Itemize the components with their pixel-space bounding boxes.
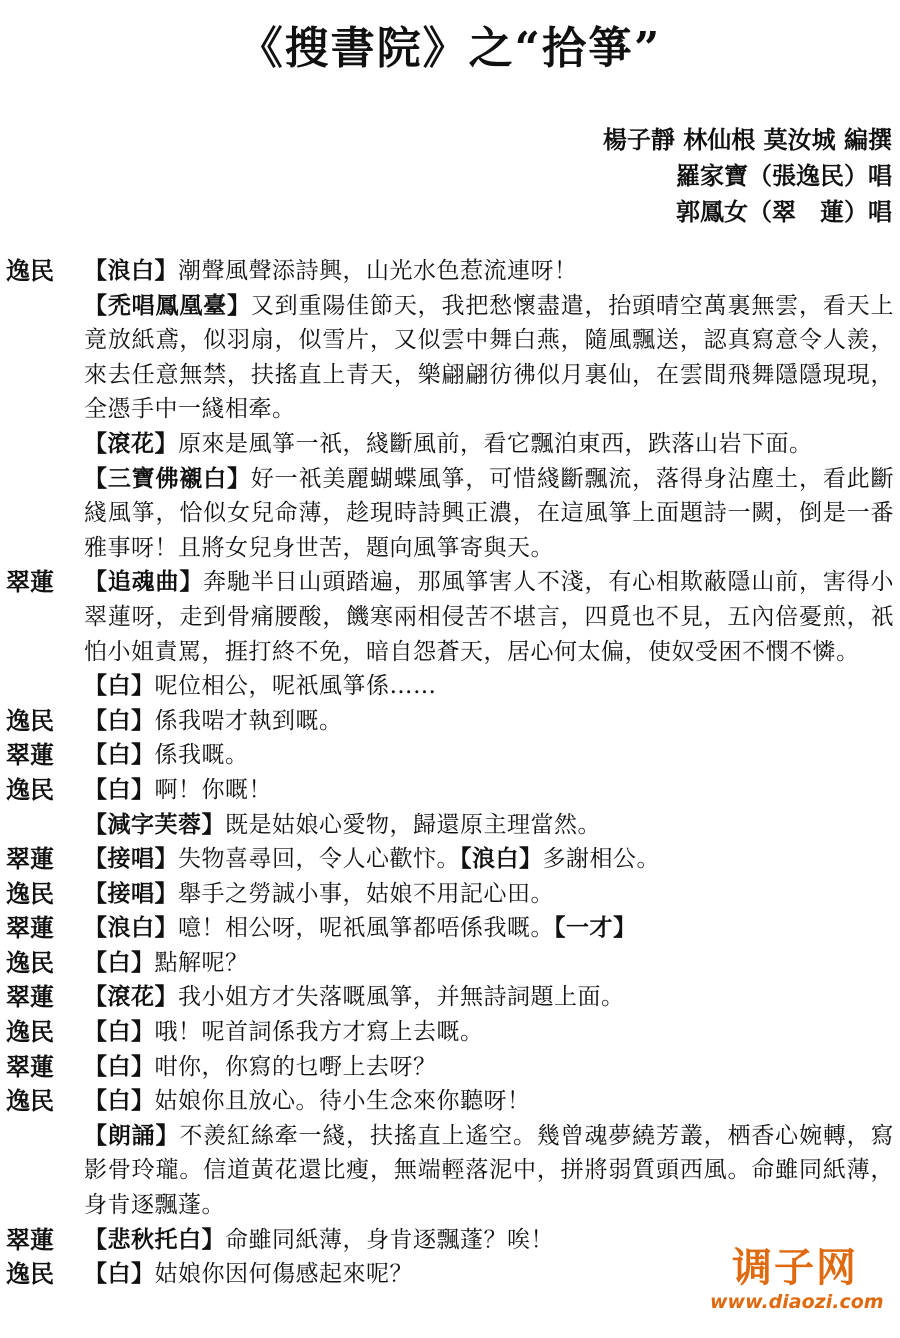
lyric-text: 既是姑娘心愛物，歸還原主理當然。 xyxy=(225,811,601,838)
lyric-text: 姑娘你因何傷感起來呢？ xyxy=(154,1261,413,1288)
script-line xyxy=(6,946,894,981)
tune-tag: 【白】 xyxy=(84,672,155,700)
speaker-name: 逸民 xyxy=(6,1259,54,1289)
line-content xyxy=(84,1015,894,1050)
tune-tag: 【減字芙蓉】 xyxy=(84,810,225,838)
site-watermark-logo xyxy=(710,1245,884,1324)
script-body xyxy=(6,254,894,1292)
speaker-name: 翠蓮 xyxy=(6,1224,54,1254)
line-content xyxy=(84,842,894,877)
tune-tag: 【浪白】 xyxy=(460,845,543,873)
line-content xyxy=(84,946,894,981)
tune-tag: 【浪白】 xyxy=(84,914,178,942)
speaker-name: 逸民 xyxy=(6,947,54,977)
tune-tag: 【白】 xyxy=(84,706,155,734)
line-content xyxy=(84,704,894,739)
script-line xyxy=(6,877,894,912)
lyric-text: 命雖同紙薄，身肯逐飄蓬？唉！ xyxy=(225,1226,554,1253)
line-content xyxy=(84,1119,894,1223)
script-line xyxy=(6,980,894,1015)
tune-tag: 【禿唱鳳凰臺】 xyxy=(84,291,251,319)
script-line xyxy=(6,669,894,704)
speaker-name: 逸民 xyxy=(6,256,54,285)
tune-tag: 【浪白】 xyxy=(84,257,178,284)
script-line xyxy=(6,565,894,669)
lyric-text: 哦！呢首詞係我方才寫上去嘅。 xyxy=(154,1019,484,1046)
tune-tag: 【滾花】 xyxy=(84,983,178,1011)
line-content xyxy=(84,289,894,427)
script-line xyxy=(6,1119,894,1223)
credits-block xyxy=(603,122,892,230)
speaker-name: 翠蓮 xyxy=(6,740,54,770)
lyric-text: 舉手之勞誠小事，姑娘不用記心田。 xyxy=(178,880,554,907)
tune-tag: 【白】 xyxy=(84,1087,155,1115)
lyric-text: 不羨紅絲牽一綫，扶搖直上遙空。幾曾魂夢繞芳叢，栖香心婉轉，寫影骨玲瓏。信道黃花還比瘦，無端輕落泥中，拼將弱質頭西風。命雖同紙薄，身肯逐飄蓬。 xyxy=(84,1122,895,1219)
tune-tag: 【一才】 xyxy=(554,914,637,942)
tune-tag: 【滾花】 xyxy=(84,429,178,457)
lyric-text: 姑娘你且放心。待小生念來你聽呀！ xyxy=(154,1088,531,1115)
line-content xyxy=(84,1050,894,1085)
credit-line-authors: 楊子靜 林仙根 莫汝城 編撰 xyxy=(602,125,892,154)
speaker-name: 翠蓮 xyxy=(6,982,54,1012)
script-line xyxy=(6,289,894,427)
line-content xyxy=(84,427,894,462)
lyric-text: 多謝相公。 xyxy=(542,846,660,873)
speaker-name: 翠蓮 xyxy=(6,844,54,874)
speaker-name: 逸民 xyxy=(6,774,54,804)
line-content xyxy=(84,980,894,1015)
script-line xyxy=(6,462,894,566)
speaker-name: 逸民 xyxy=(6,878,54,908)
tune-tag: 【白】 xyxy=(84,741,155,769)
script-line xyxy=(6,1050,894,1085)
tune-tag: 【白】 xyxy=(84,1018,155,1046)
script-line xyxy=(6,1084,894,1119)
script-line xyxy=(6,808,894,843)
tune-tag: 【朗誦】 xyxy=(84,1121,180,1149)
script-line xyxy=(6,911,894,946)
speaker-name: 逸民 xyxy=(6,1017,54,1047)
speaker-name: 翠蓮 xyxy=(6,567,54,597)
lyric-text: 原來是風箏一祇，綫斷風前，看它飄泊東西，跌落山岩下面。 xyxy=(178,430,813,457)
line-content xyxy=(84,669,894,704)
lyric-text: 奔馳半日山頭踏遍，那風箏害人不淺，有心相欺蔽隱山前，害得小翠蓮呀，走到骨痛腰酸，饑寒兩相侵苦不堪言，四覓也不見，五內倍憂煎，祇怕小姐責罵，捱打終不免，暗自怨蒼天，居心何太偏，使奴受困不憫不憐。 xyxy=(84,569,895,665)
line-content xyxy=(84,911,894,946)
tune-tag: 【接唱】 xyxy=(84,879,178,907)
lyric-text: 啊！你嘅！ xyxy=(154,776,272,803)
lyric-text: 失物喜尋回，令人心歡忭。 xyxy=(178,846,460,873)
page-title: 《搜書院》之“拾箏” xyxy=(238,23,662,74)
line-content xyxy=(84,1084,894,1119)
script-line xyxy=(6,427,894,462)
tune-tag: 【白】 xyxy=(84,1052,155,1080)
lyric-text: 點解呢？ xyxy=(154,949,249,976)
tune-tag: 【白】 xyxy=(84,1260,155,1288)
line-content xyxy=(84,738,894,773)
tune-tag: 【悲秋托白】 xyxy=(84,1225,225,1253)
lyric-text: 係我啱才執到嘅。 xyxy=(154,707,343,734)
script-line xyxy=(6,738,894,773)
lyric-text: 我小姐方才失落嘅風箏，并無詩詞題上面。 xyxy=(178,984,625,1011)
lyric-text: 又到重陽佳節天，我把愁懷盡遣，抬頭晴空萬裏無雲，看天上竟放紙鳶，似羽扇，似雪片，又似雲中舞白燕，隨風飄送，認真寫意令人羨，來去任意無禁，扶搖直上青天，樂翩翩彷彿似月裏仙，在雲間飛舞隱隱現現，全憑手中一綫相牽。 xyxy=(84,292,895,423)
credit-line-singer-2: 郭鳳女（翠 蓮）唱 xyxy=(676,197,892,226)
speaker-name: 逸民 xyxy=(6,1086,54,1116)
script-line xyxy=(6,773,894,808)
tune-tag: 【追魂曲】 xyxy=(84,568,204,596)
tune-tag: 【接唱】 xyxy=(84,845,178,873)
lyric-text: 潮聲風聲添詩興，山光水色惹流連呀！ xyxy=(178,258,578,284)
script-line xyxy=(6,1015,894,1050)
line-content xyxy=(84,877,894,912)
speaker-name: 翠蓮 xyxy=(6,913,54,943)
tune-tag: 【白】 xyxy=(84,948,155,976)
line-content xyxy=(84,808,894,843)
line-content xyxy=(84,773,894,808)
script-line xyxy=(6,254,894,289)
tune-tag: 【三寶佛襯白】 xyxy=(84,464,251,492)
lyric-text: 好一祇美麗蝴蝶風箏，可惜綫斷飄流，落得身沾塵土，看此斷綫風箏，恰似女兒命薄，趁現時詩興正濃，在這風箏上面題詩一闕，倒是一番雅事呀！且將女兒身世苦，題向風箏寄與天。 xyxy=(84,465,895,561)
lyric-text: 係我嘅。 xyxy=(154,742,249,769)
speaker-name: 翠蓮 xyxy=(6,1051,54,1081)
speaker-name: 逸民 xyxy=(6,705,54,735)
watermark-brand: 调子网 xyxy=(732,1245,858,1291)
lyric-text: 呢位相公，呢祇風箏係…… xyxy=(154,673,437,700)
line-content xyxy=(84,462,894,566)
script-line xyxy=(6,842,894,877)
watermark-url: www.diaozi.com xyxy=(710,1291,884,1313)
lyric-text: 咁你，你寫的乜嘢上去呀？ xyxy=(154,1053,437,1080)
lyric-text: 噫！相公呀，呢祇風箏都唔係我嘅。 xyxy=(178,915,554,942)
line-content xyxy=(84,565,894,669)
credit-line-singer-1: 羅家寶（張逸民）唱 xyxy=(676,161,892,190)
line-content xyxy=(84,254,894,289)
script-line xyxy=(6,704,894,739)
tune-tag: 【白】 xyxy=(84,775,155,803)
